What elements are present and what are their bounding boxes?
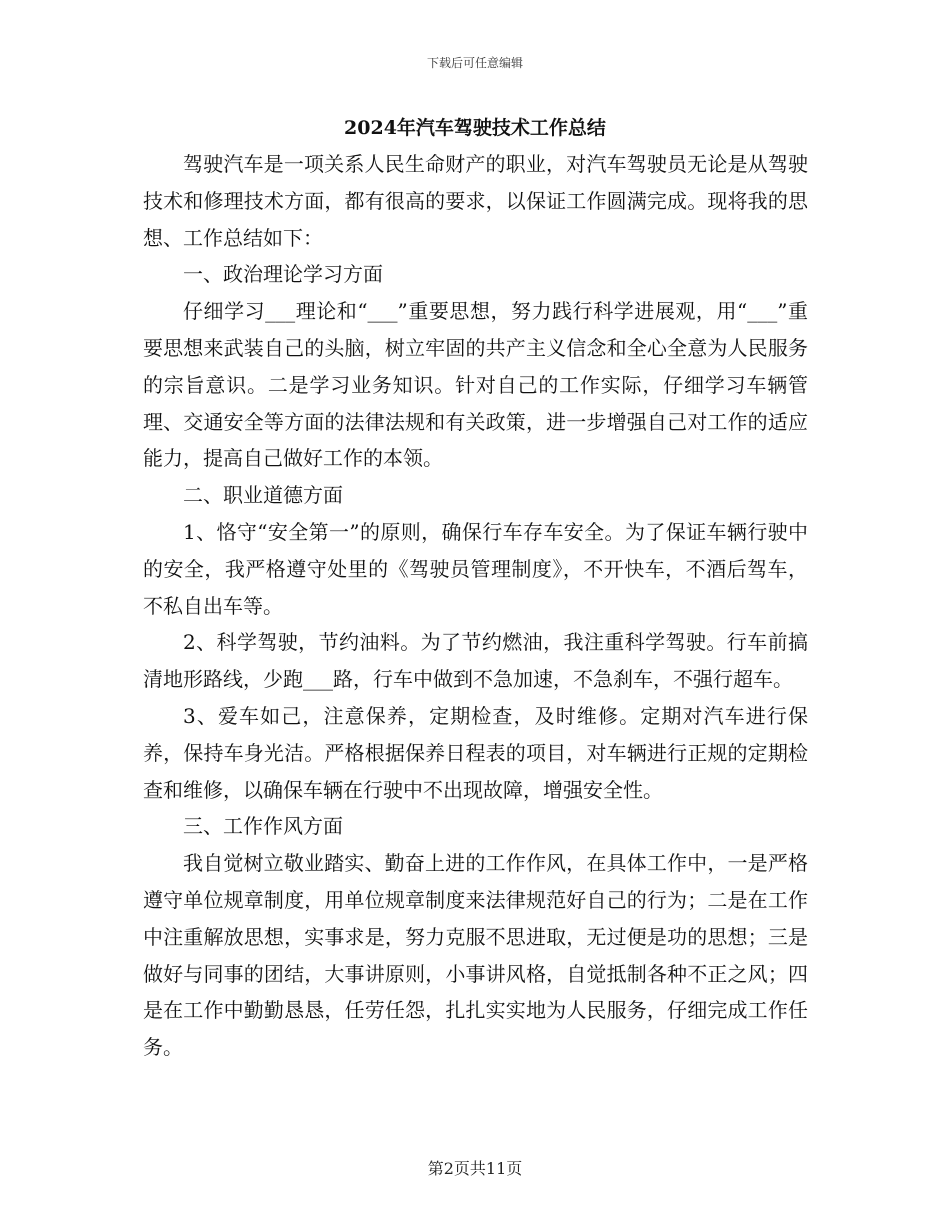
paragraph-intro: 驾驶汽车是一项关系人民生命财产的职业，对汽车驾驶员无论是从驾驶技术和修理技术方面，都有很高的要求，以保证工作圆满完成。现将我的思想、工作总结如下：: [143, 152, 808, 250]
page-header-note: 下载后可任意编辑: [426, 56, 523, 70]
paragraph-work-style: 我自觉树立敬业踏实、勤奋上进的工作作风，在具体工作中，一是严格遵守单位规章制度，用单位规章制度来法律规范好自己的行为；二是在工作中注重解放思想，实事求是，努力克服不思进取，无过便是功的思想；三是做好与同事的团结，大事讲原则，小事讲风格，自觉抵制各种不正之风；四是在工作中勤勤恳恳，任劳任怨，扎扎实实地为人民服务，仔细完成工作任务。: [143, 851, 808, 1060]
paragraph-political-study: 仔细学习___理论和“___”重要思想，努力践行科学进展观，用“___”重要思想来武装自己的头脑，树立牢固的共产主义信念和全心全意为人民服务的宗旨意识。二是学习业务知识。针对自己的工作实际，仔细学习车辆管理、交通安全等方面的法律法规和有关政策，进一步增强自己对工作的适应能力，提高自己做好工作的本领。: [143, 299, 808, 471]
section-heading-work-style: 三、工作作风方面: [183, 814, 343, 839]
paragraph-ethics-safety: 1、恪守“安全第一”的原则，确保行车存车安全。为了保证车辆行驶中的安全，我严格遵守处里的《驾驶员管理制度》，不开快车，不酒后驾车，不私自出车等。: [143, 519, 808, 618]
paragraph-ethics-fuel: 2、科学驾驶，节约油料。为了节约燃油，我注重科学驾驶。行车前搞清地形路线，少跑___路，行车中做到不急加速，不急刹车，不强行超车。: [143, 630, 808, 692]
document-body: [143, 146, 808, 1066]
page-number: 第2页共11页: [427, 1159, 523, 1178]
document-title: 2024年汽车驾驶技术工作总结: [344, 117, 606, 139]
paragraph-ethics-maintenance: 3、爱车如己，注意保养，定期检查，及时维修。定期对汽车进行保养，保持车身光洁。严格根据保养日程表的项目，对车辆进行正规的定期检查和维修，以确保车辆在行驶中不出现故障，增强安全性。: [143, 703, 808, 802]
section-heading-professional-ethics: 二、职业道德方面: [183, 483, 343, 508]
section-heading-political-study: 一、政治理论学习方面: [183, 262, 383, 287]
